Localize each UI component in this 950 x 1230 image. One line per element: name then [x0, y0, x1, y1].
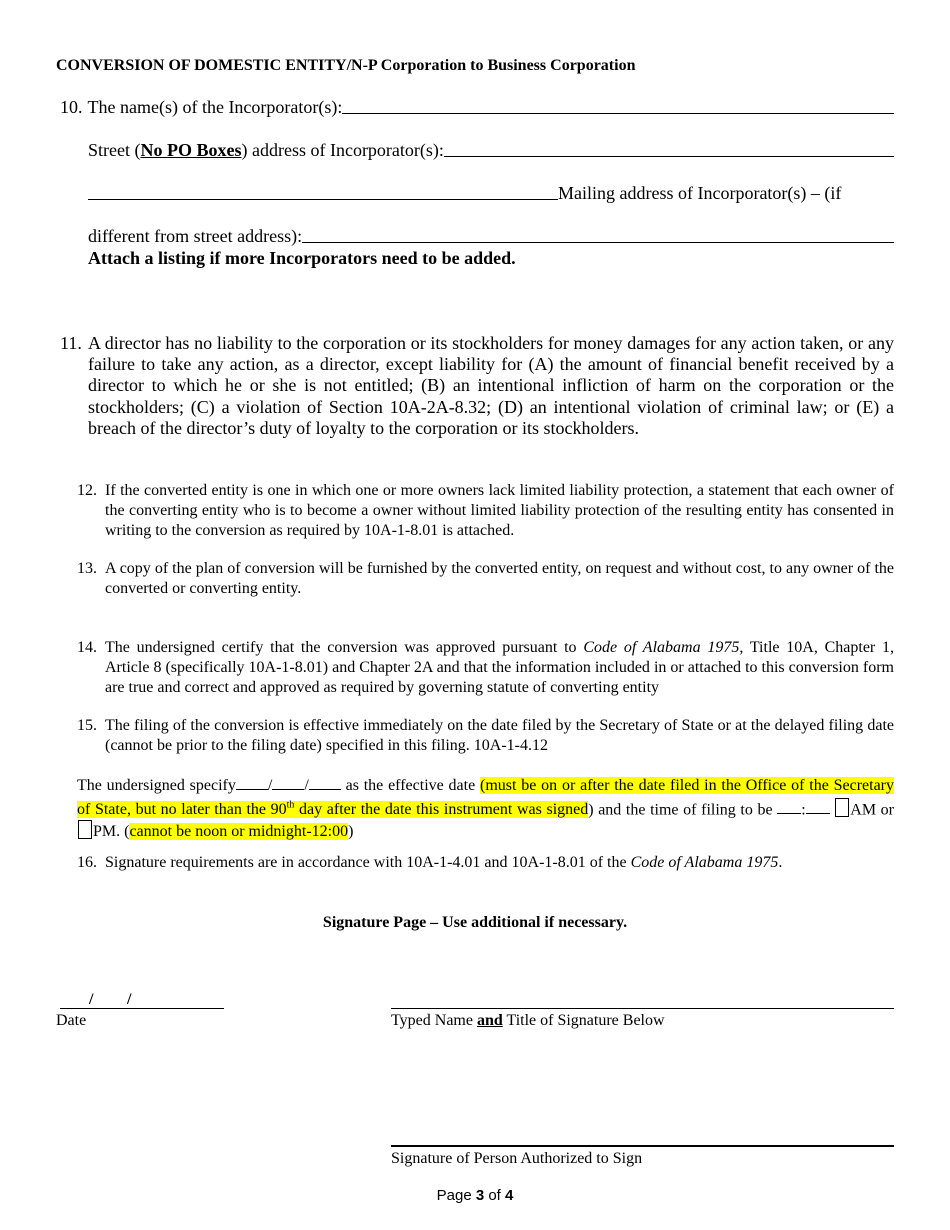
effective-month-field[interactable]	[236, 775, 268, 790]
page-number	[0, 1187, 950, 1204]
effective-date-paragraph	[77, 775, 894, 842]
typed-and: and	[476, 1012, 503, 1029]
no-po-boxes-label: No PO Boxes	[140, 140, 242, 160]
mailing-row-wrap	[88, 183, 894, 204]
street-address-row	[88, 140, 894, 161]
code-of-alabama-ref: Code of Alabama 1975	[583, 639, 740, 656]
time-of-filing-label: ) and the time of filing to be	[588, 801, 778, 819]
item-16-text-b: .	[778, 854, 783, 871]
item-14-text-a: The undersigned certify that the conversion was approved pursuant to	[105, 639, 584, 656]
item-16-text	[105, 853, 894, 873]
street-address-row-wrap	[88, 140, 894, 161]
mailing-row	[88, 183, 894, 204]
page-word: Page	[436, 1187, 476, 1204]
street-address-field-2[interactable]	[88, 199, 558, 200]
item-14-text	[105, 638, 894, 698]
date-slash-b: /	[127, 991, 132, 1008]
ordinal-suffix: th	[286, 800, 295, 811]
street-label-suffix: ) address of Incorporator(s):	[241, 140, 444, 160]
effective-day-field[interactable]	[272, 775, 304, 790]
effective-rule-b: day after the date this instrument was signed	[294, 801, 589, 819]
form-title: CONVERSION OF DOMESTIC ENTITY/N-P Corporation to Business Corporation	[56, 57, 636, 74]
item-16-number: 16.	[77, 854, 97, 871]
different-address-label: different from street address):	[88, 226, 303, 246]
time-colon: :	[801, 801, 806, 819]
close-paren: )	[348, 823, 354, 841]
item-14-number: 14.	[77, 639, 97, 656]
item-11-text: A director has no liability to the corporation or its stockholders for money damages for any action taken, or any failure to take any action, as a director, except liability for (A) the amount of financial benefit received by a director to which he or she is not entitled; (B) an intentional infliction of harm on the corporation or the stockholders; (C) a violation of Section 10A-2A-8.32; (D) an intentional violation of criminal law; or (E) a breach of the director’s duty of loyalty to the corporation or its stockholders.	[88, 333, 894, 438]
mailing-address-field[interactable]	[302, 242, 894, 243]
date-slash-1: /	[267, 777, 273, 794]
typed-title-text: Title of Signature Below	[502, 1012, 665, 1029]
item-12-number: 12.	[77, 482, 97, 499]
item-13-number: 13.	[77, 560, 97, 577]
item-12	[77, 481, 894, 541]
item-14-text-b: , Title 10A, Chapter 1, Article 8 (specifically 10A-1-8.01) and Chapter 2A and that the information included in or attached to this conversion form are true and correct and approved as required by governing statute of converting entity	[105, 639, 895, 696]
am-label: AM or	[850, 801, 895, 819]
typed-name-text: Typed Name	[391, 1012, 477, 1029]
item-15-number: 15.	[77, 717, 97, 734]
effective-year-field[interactable]	[309, 775, 341, 790]
code-of-alabama-ref-2: Code of Alabama 1975	[630, 854, 779, 871]
authorized-signature-line[interactable]	[391, 1145, 894, 1147]
page-of: of	[484, 1187, 506, 1204]
date-label: Date	[56, 1012, 87, 1029]
item-14	[77, 638, 894, 698]
effective-rule-a: (must be on or after the date filed in the Office of the Secretary of State, but no later than the 90	[77, 777, 895, 819]
item-13-text: A copy of the plan of conversion will be furnished by the converted entity, on request and without cost, to any owner of the converted or converting entity.	[105, 560, 894, 597]
signature-page-heading: Signature Page – Use additional if necessary.	[322, 914, 628, 931]
attach-listing-note: Attach a listing if more Incorporators need to be added.	[88, 248, 516, 268]
item-13	[77, 559, 894, 599]
different-address-row	[88, 226, 894, 247]
item-15-text: The filing of the conversion is effective immediately on the date filed by the Secretary of State or at the delayed filing date (cannot be prior to the filing date) specified in this filing. 10A-1-4.12	[105, 717, 894, 754]
street-address-field[interactable]	[444, 156, 894, 157]
date-slash-2: /	[304, 777, 309, 794]
item-11-number: 11.	[60, 333, 82, 353]
effective-as-date: as the effective date	[340, 777, 481, 794]
pm-checkbox[interactable]	[78, 820, 92, 839]
item-10-number: 10.	[60, 97, 83, 117]
typed-name-label	[391, 1011, 665, 1031]
incorporator-names-label: The name(s) of the Incorporator(s):	[87, 97, 343, 117]
filing-hour-field[interactable]	[777, 799, 801, 814]
item-10	[60, 97, 894, 118]
am-checkbox[interactable]	[835, 798, 849, 817]
filing-minute-field[interactable]	[806, 799, 830, 814]
effective-prefix: The undersigned specify	[77, 777, 236, 794]
authorized-signature-label: Signature of Person Authorized to Sign	[391, 1150, 643, 1167]
mailing-address-label: Mailing address of Incorporator(s) – (if	[558, 183, 842, 203]
pm-label: PM. (	[93, 823, 130, 841]
typed-name-line[interactable]	[391, 1008, 894, 1009]
street-label-prefix: Street (	[88, 140, 141, 160]
date-slash-a: /	[89, 991, 94, 1008]
page-total: 4	[505, 1187, 514, 1204]
page-current: 3	[475, 1187, 485, 1204]
different-row-wrap	[88, 226, 894, 247]
incorporator-names-field[interactable]	[342, 113, 894, 114]
item-15	[77, 716, 894, 756]
noon-midnight-highlight: cannot be noon or midnight-12:00	[129, 823, 349, 841]
item-11	[60, 333, 894, 439]
signature-date-field[interactable]	[60, 990, 224, 1009]
item-16-text-a: Signature requirements are in accordance with 10A-1-4.01 and 10A-1-8.01 of the	[105, 854, 631, 871]
incorporator-names-row	[60, 97, 894, 118]
item-12-text: If the converted entity is one in which one or more owners lack limited liability protection, a statement that each owner of the converting entity who is to become a owner without limited liability protection of the resulting entity has consented in writing to the conversion as required by 10A-1-8.01 is attached.	[105, 482, 894, 539]
item-16	[77, 853, 894, 873]
